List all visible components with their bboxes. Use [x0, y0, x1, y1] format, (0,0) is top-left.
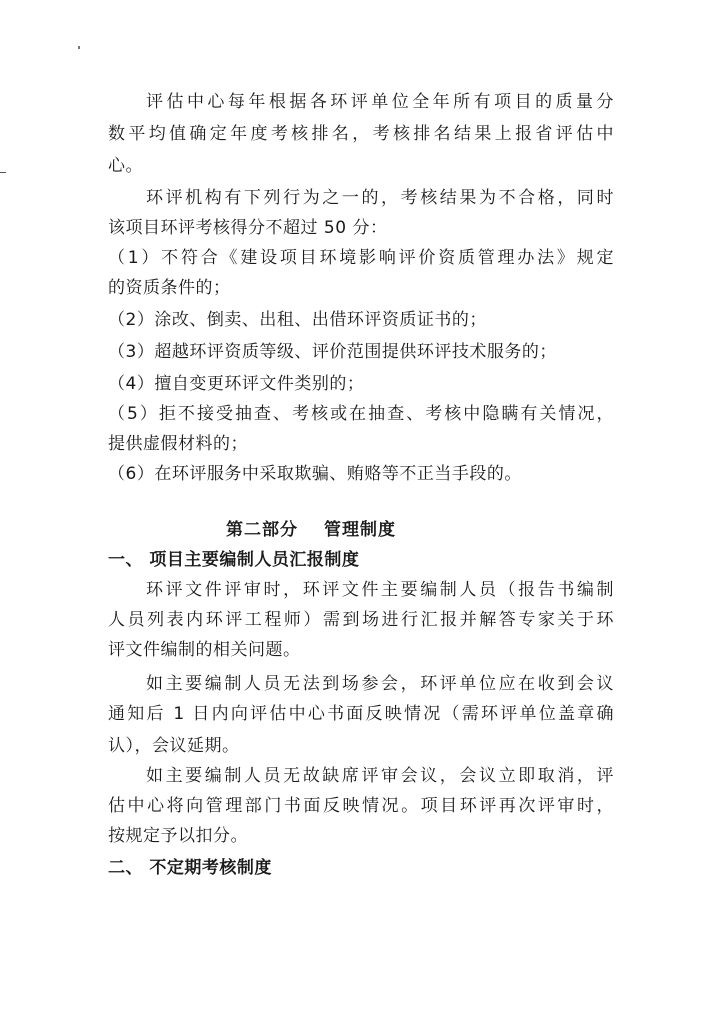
paragraph-line: 心。: [108, 156, 143, 176]
part-name: 管理制度: [324, 520, 396, 540]
part-title: [226, 518, 396, 542]
paragraph-line: 人员列表内环评工程师）需到场进行汇报并解答专家关于环: [108, 610, 614, 630]
paragraph-line: 评估中心每年根据各环评单位全年所有项目的质量分: [146, 92, 614, 112]
section-heading: 二、 不定期考核制度: [108, 858, 272, 878]
list-item: （2）涂改、倒卖、出租、出借环评资质证书的；: [108, 310, 487, 330]
paragraph-line: 该项目环评考核得分不超过 50 分：: [108, 218, 388, 238]
paragraph-line: 数平均值确定年度考核排名，考核排名结果上报省评估中: [108, 124, 614, 144]
paragraph-line: 估中心将向管理部门书面反映情况。项目环评再次评审时，: [108, 796, 614, 816]
scan-margin-dash: [0, 172, 6, 173]
list-item: 提供虚假材料的；: [108, 434, 248, 454]
paragraph-line: 如主要编制人员无法到场参会，环评单位应在收到会议: [146, 674, 614, 694]
section-heading: 一、 项目主要编制人员汇报制度: [108, 550, 360, 570]
paragraph-line: 环评文件评审时，环评文件主要编制人员（报告书编制: [146, 580, 614, 600]
part-label: 第二部分: [226, 520, 298, 540]
list-item: （5）拒不接受抽查、考核或在抽查、考核中隐瞒有关情况，: [108, 404, 614, 424]
list-item: 的资质条件的；: [108, 278, 231, 298]
scan-speck: [78, 46, 80, 49]
list-item: （3）超越环评资质等级、评价范围提供环评技术服务的；: [108, 342, 557, 362]
list-item: （1）不符合《建设项目环境影响评价资质管理办法》规定: [108, 248, 614, 268]
list-item: （4）擅自变更环评文件类别的；: [108, 374, 365, 394]
paragraph-line: 通知后 1 日内向评估中心书面反映情况（需环评单位盖章确: [108, 704, 614, 724]
paragraph-line: 评文件编制的相关问题。: [108, 640, 301, 660]
paragraph-line: 认），会议延期。: [108, 736, 240, 756]
paragraph-line: 如主要编制人员无故缺席评审会议，会议立即取消，评: [146, 766, 614, 786]
paragraph-line: 按规定予以扣分。: [108, 826, 248, 846]
list-item: （6）在环评服务中采取欺骗、贿赂等不正当手段的。: [108, 464, 522, 484]
paragraph-line: 环评机构有下列行为之一的，考核结果为不合格，同时: [146, 188, 614, 208]
